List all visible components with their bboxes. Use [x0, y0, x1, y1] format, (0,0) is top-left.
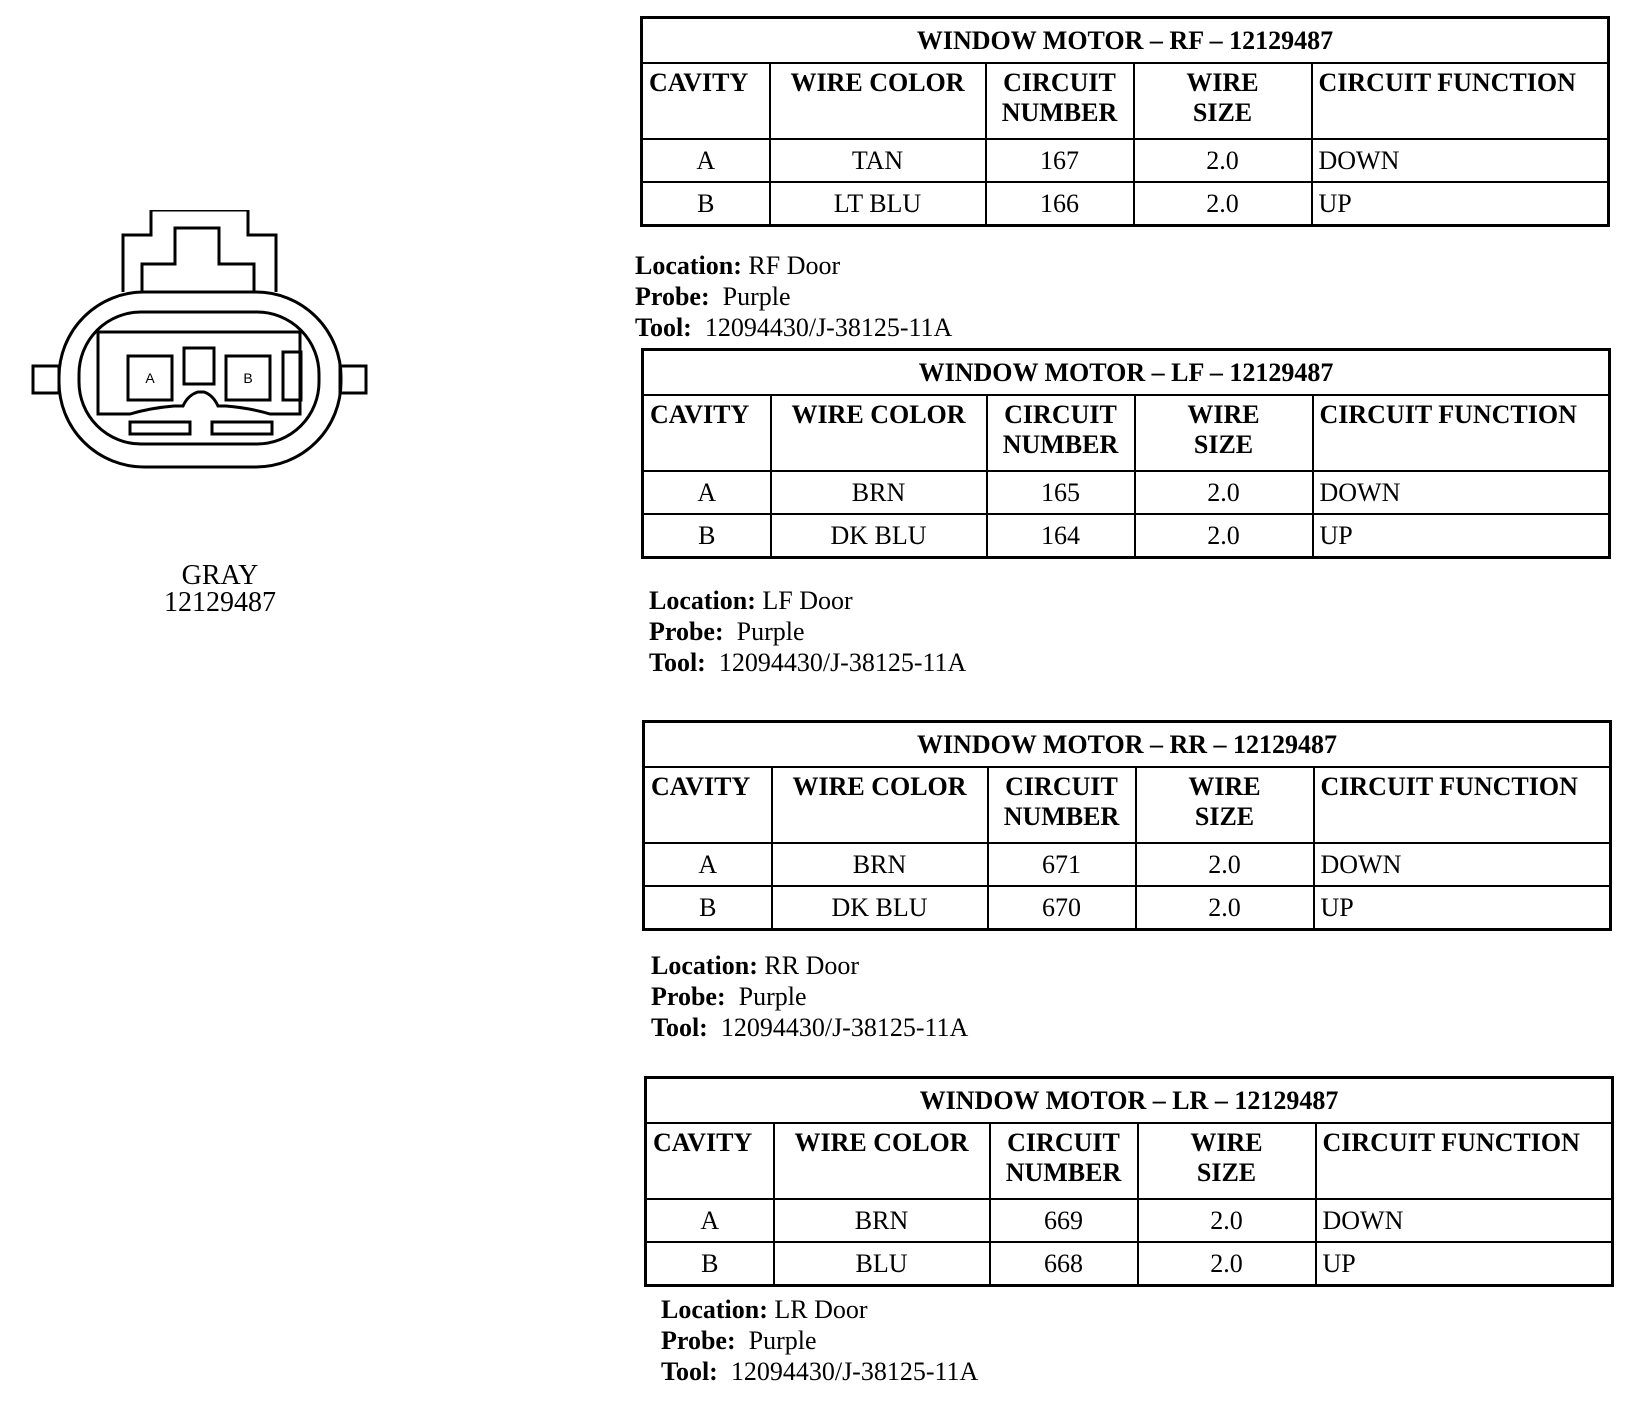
probe-label: Probe: — [651, 982, 726, 1011]
location-line — [661, 1294, 978, 1325]
cavity-cell: A — [646, 1199, 774, 1242]
pin-a-label: A — [145, 370, 155, 386]
cavity-cell: B — [643, 514, 771, 558]
info-lf — [649, 585, 966, 678]
wire-color-cell: BLU — [774, 1242, 990, 1286]
wire-size-cell: 2.0 — [1134, 139, 1312, 182]
info-rf — [635, 250, 952, 343]
header-circuit-number — [990, 1123, 1138, 1199]
wire-size-cell: 2.0 — [1136, 886, 1314, 930]
circuit-number-cell: 669 — [990, 1199, 1138, 1242]
wire-color-cell: LT BLU — [770, 182, 986, 226]
probe-line — [651, 981, 968, 1012]
tool-label: Tool: — [651, 1013, 708, 1042]
circuit-number-cell: 165 — [987, 471, 1135, 514]
header-wire-size — [1135, 395, 1313, 471]
header-cavity: CAVITY — [646, 1123, 774, 1199]
header-wire-size-line1: WIRE — [1188, 772, 1261, 801]
header-circuit-number-line1: CIRCUIT — [1007, 1128, 1120, 1157]
tool-line — [635, 312, 952, 343]
header-wire-size-line1: WIRE — [1186, 68, 1259, 97]
circuit-function-cell: UP — [1313, 514, 1610, 558]
location-value: LR Door — [774, 1295, 868, 1324]
header-cavity: CAVITY — [643, 395, 771, 471]
cavity-cell: A — [644, 843, 772, 886]
cavity-cell: B — [646, 1242, 774, 1286]
header-circuit-number — [986, 63, 1134, 139]
probe-value: Purple — [738, 982, 807, 1011]
header-wire-size-line2: SIZE — [1196, 1158, 1257, 1187]
probe-label: Probe: — [649, 617, 724, 646]
location-label: Location: — [649, 586, 756, 615]
circuit-function-cell: UP — [1316, 1242, 1613, 1286]
wire-size-cell: 2.0 — [1135, 514, 1313, 558]
pinout-table — [641, 348, 1611, 559]
header-wire-size — [1138, 1123, 1316, 1199]
pin-b-label: B — [243, 370, 253, 386]
connector-label — [120, 562, 320, 616]
probe-value: Purple — [722, 282, 791, 311]
probe-label: Probe: — [635, 282, 710, 311]
header-wire-color: WIRE COLOR — [774, 1123, 990, 1199]
header-cavity: CAVITY — [644, 767, 772, 843]
header-wire-color: WIRE COLOR — [772, 767, 988, 843]
location-value: RR Door — [764, 951, 860, 980]
circuit-number-cell: 166 — [986, 182, 1134, 226]
header-wire-color: WIRE COLOR — [770, 63, 986, 139]
cavity-cell: A — [643, 471, 771, 514]
table-row — [642, 182, 1609, 226]
tool-value: 12094430/J-38125-11A — [720, 1013, 969, 1042]
connector-color: GRAY — [181, 560, 259, 591]
tool-line — [651, 1012, 968, 1043]
table-row — [644, 886, 1611, 930]
probe-value: Purple — [736, 617, 805, 646]
header-circuit-function: CIRCUIT FUNCTION — [1314, 767, 1611, 843]
circuit-function-cell: DOWN — [1316, 1199, 1613, 1242]
header-circuit-function: CIRCUIT FUNCTION — [1316, 1123, 1613, 1199]
wire-size-cell: 2.0 — [1138, 1242, 1316, 1286]
header-circuit-number-line1: CIRCUIT — [1005, 772, 1118, 801]
circuit-number-cell: 670 — [988, 886, 1136, 930]
header-cavity: CAVITY — [642, 63, 770, 139]
cavity-cell: B — [642, 182, 770, 226]
header-circuit-number-line2: NUMBER — [1002, 430, 1119, 459]
tool-value: 12094430/J-38125-11A — [730, 1357, 979, 1386]
pinout-table — [640, 16, 1610, 227]
header-circuit-number-line2: NUMBER — [1003, 802, 1120, 831]
wire-color-cell: BRN — [774, 1199, 990, 1242]
probe-line — [649, 616, 966, 647]
probe-value: Purple — [748, 1326, 817, 1355]
circuit-number-cell: 164 — [987, 514, 1135, 558]
header-circuit-number — [988, 767, 1136, 843]
table-row — [643, 471, 1610, 514]
tool-line — [661, 1356, 978, 1387]
probe-line — [635, 281, 952, 312]
location-label: Location: — [661, 1295, 768, 1324]
circuit-function-cell: UP — [1312, 182, 1609, 226]
location-value: RF Door — [748, 251, 841, 280]
header-circuit-function: CIRCUIT FUNCTION — [1312, 63, 1609, 139]
wire-size-cell: 2.0 — [1134, 182, 1312, 226]
table-title: WINDOW MOTOR – LF – 12129487 — [643, 350, 1610, 396]
location-value: LF Door — [762, 586, 853, 615]
tool-value: 12094430/J-38125-11A — [718, 648, 967, 677]
circuit-function-cell: DOWN — [1312, 139, 1609, 182]
connector-diagram — [28, 210, 388, 490]
location-line — [649, 585, 966, 616]
wire-color-cell: BRN — [771, 471, 987, 514]
location-label: Location: — [651, 951, 758, 980]
circuit-function-cell: UP — [1314, 886, 1611, 930]
header-circuit-function: CIRCUIT FUNCTION — [1313, 395, 1610, 471]
table-row — [644, 843, 1611, 886]
location-label: Location: — [635, 251, 742, 280]
table-row — [646, 1242, 1613, 1286]
circuit-function-cell: DOWN — [1314, 843, 1611, 886]
wire-size-cell: 2.0 — [1138, 1199, 1316, 1242]
wire-size-cell: 2.0 — [1135, 471, 1313, 514]
pinout-table — [642, 720, 1612, 931]
connector-part-number: 12129487 — [164, 587, 276, 618]
table-rr — [642, 720, 1612, 931]
header-wire-size — [1134, 63, 1312, 139]
tool-label: Tool: — [649, 648, 706, 677]
circuit-function-cell: DOWN — [1313, 471, 1610, 514]
probe-line — [661, 1325, 978, 1356]
table-lf — [641, 348, 1611, 559]
circuit-number-cell: 167 — [986, 139, 1134, 182]
wire-color-cell: BRN — [772, 843, 988, 886]
table-title: WINDOW MOTOR – LR – 12129487 — [646, 1078, 1613, 1124]
tool-value: 12094430/J-38125-11A — [704, 313, 953, 342]
header-wire-size-line2: SIZE — [1193, 430, 1254, 459]
table-row — [643, 514, 1610, 558]
cavity-cell: B — [644, 886, 772, 930]
header-circuit-number-line1: CIRCUIT — [1004, 400, 1117, 429]
table-title: WINDOW MOTOR – RF – 12129487 — [642, 18, 1609, 64]
header-wire-size-line1: WIRE — [1187, 400, 1260, 429]
header-wire-size-line2: SIZE — [1194, 802, 1255, 831]
tool-line — [649, 647, 966, 678]
header-circuit-number-line2: NUMBER — [1001, 98, 1118, 127]
location-line — [651, 950, 968, 981]
table-rf — [640, 16, 1610, 227]
pinout-table — [644, 1076, 1614, 1287]
info-lr — [661, 1294, 978, 1387]
header-wire-size-line1: WIRE — [1190, 1128, 1263, 1157]
tool-label: Tool: — [635, 313, 692, 342]
probe-label: Probe: — [661, 1326, 736, 1355]
circuit-number-cell: 668 — [990, 1242, 1138, 1286]
cavity-cell: A — [642, 139, 770, 182]
wire-color-cell: DK BLU — [771, 514, 987, 558]
wire-color-cell: DK BLU — [772, 886, 988, 930]
table-title: WINDOW MOTOR – RR – 12129487 — [644, 722, 1611, 768]
header-wire-size — [1136, 767, 1314, 843]
table-row — [646, 1199, 1613, 1242]
wire-color-cell: TAN — [770, 139, 986, 182]
info-rr — [651, 950, 968, 1043]
header-wire-color: WIRE COLOR — [771, 395, 987, 471]
table-row — [642, 139, 1609, 182]
header-wire-size-line2: SIZE — [1192, 98, 1253, 127]
header-circuit-number-line1: CIRCUIT — [1003, 68, 1116, 97]
tool-label: Tool: — [661, 1357, 718, 1386]
header-circuit-number — [987, 395, 1135, 471]
location-line — [635, 250, 952, 281]
header-circuit-number-line2: NUMBER — [1005, 1158, 1122, 1187]
wire-size-cell: 2.0 — [1136, 843, 1314, 886]
circuit-number-cell: 671 — [988, 843, 1136, 886]
table-lr — [644, 1076, 1614, 1287]
